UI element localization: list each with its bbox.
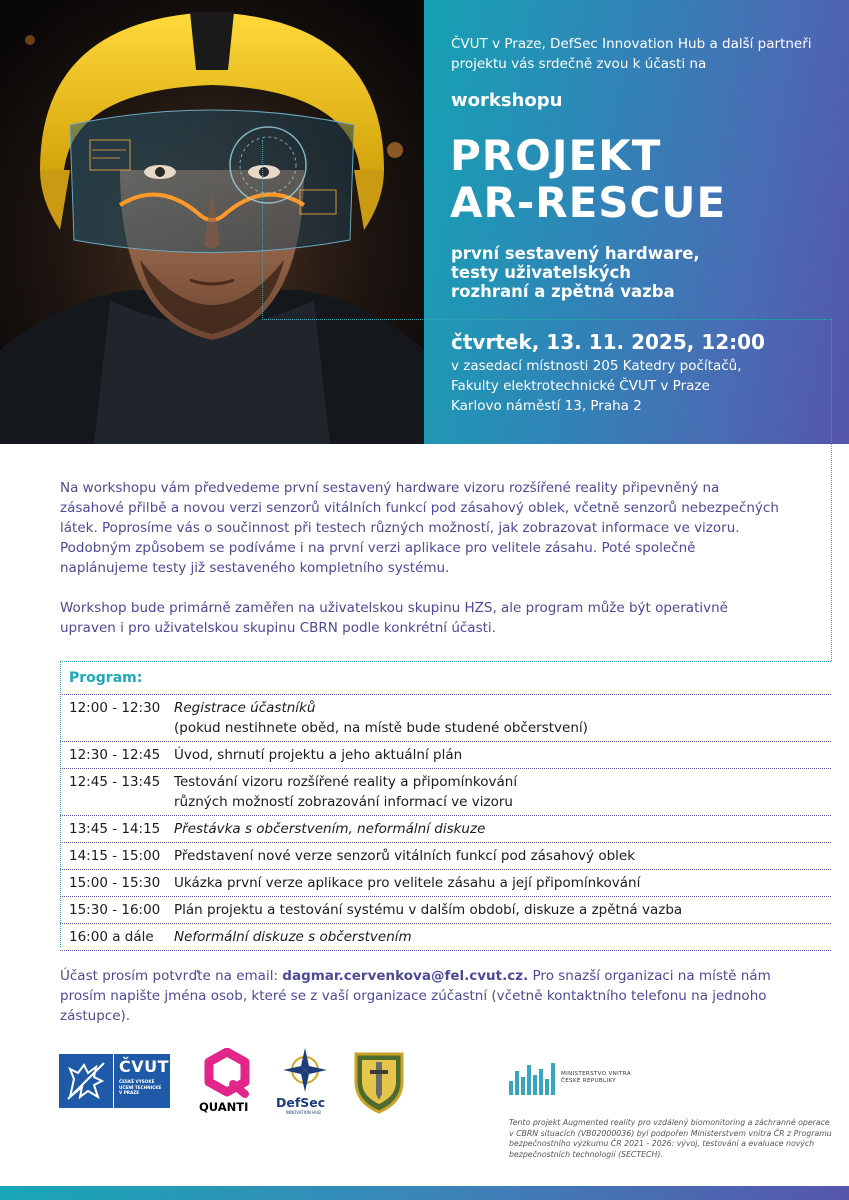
confirmation-text <box>60 966 790 1026</box>
dotted-line-visor <box>262 140 263 320</box>
title-banner <box>424 0 849 444</box>
program-desc-line: Registrace účastníků <box>174 700 316 716</box>
event-place <box>451 356 831 416</box>
dotted-line-hero <box>262 319 831 320</box>
program-desc: Neformální diskuze s občerstvením <box>174 929 412 945</box>
contact-email-link[interactable]: dagmar.cervenkova@fel.cvut.cz. <box>282 968 529 984</box>
program-row <box>60 924 831 951</box>
program-time: 12:00 - 12:30 <box>69 700 161 716</box>
page-title <box>450 132 726 226</box>
program-desc: Přestávka s občerstvením, neformální diskuze <box>174 821 486 837</box>
firefighter-illustration <box>0 0 424 444</box>
program-time: 15:30 - 16:00 <box>69 902 161 918</box>
ministry-line: ČESKÉ REPUBLIKY <box>561 1078 616 1084</box>
program-time: 12:45 - 13:45 <box>69 774 161 790</box>
intro-text <box>60 478 780 658</box>
program-desc <box>174 772 831 812</box>
program-time: 14:15 - 15:00 <box>69 848 161 864</box>
program-time: 15:00 - 15:30 <box>69 875 161 891</box>
dotted-line-program-top <box>60 661 831 662</box>
cvut-subtitle <box>119 1079 169 1096</box>
place-line-1: v zasedací místnosti 205 Katedry počítačů, <box>451 358 742 374</box>
defsec-sublabel: INNOVATION HUB <box>286 1110 321 1115</box>
confirmation-suffix: Pro snazší organizaci na místě nám prosím napište jména osob, které se z vaší organizace zúčastní (včetně kontaktního telefonu na jednoho zástupce). <box>60 968 771 1024</box>
shield-icon <box>352 1048 406 1118</box>
invitation-text: ČVUT v Praze, DefSec Innovation Hub a další partneři projektu vás srdečně zvou k účasti na <box>451 36 812 72</box>
program-table <box>60 694 831 951</box>
ministry-line: MINISTERSTVO VNITRA <box>561 1071 631 1077</box>
program-row <box>60 870 831 897</box>
title-line-2: AR-RESCUE <box>450 178 727 227</box>
place-line-3: Karlovo náměstí 13, Praha 2 <box>451 398 642 414</box>
program-row <box>60 694 831 742</box>
program-desc: Úvod, shrnutí projektu a jeho aktuální plán <box>174 747 463 763</box>
hero-section <box>0 0 849 444</box>
place-line-2: Fakulty elektrotechnické ČVUT v Praze <box>451 378 710 394</box>
program-desc: Ukázka první verze aplikace pro velitele zásahu a její připomínkování <box>174 875 641 891</box>
program-row <box>60 816 831 843</box>
ministry-label <box>561 1071 631 1085</box>
defsec-compass-icon <box>283 1046 327 1098</box>
program-time: 16:00 a dále <box>69 929 154 945</box>
intro-paragraph-1: Na workshopu vám předvedeme první sestavený hardware vizoru rozšířené reality připevněný na zásahové přilbě a novou verzi senzorů vitálních funkcí pod zásahový oblek, včetně senzorů nebezpečných látek. Poprosíme vás o součinnost při testech různých možností, jak zobrazovat informace ve vizoru. Podobným způsobem se podíváme i na první verzi aplikace pro velitele zásahu. Poté společně naplánujeme testy již sestaveného kompletního systému. <box>60 480 779 576</box>
program-time: 13:45 - 14:15 <box>69 821 161 837</box>
subtitle-line-1: první sestavený hardware, <box>451 244 700 263</box>
dotted-line-right <box>831 319 832 661</box>
bottom-color-bar <box>0 1186 849 1200</box>
confirmation-prefix: Účast prosím potvrďte na email: <box>60 968 278 984</box>
program-row <box>60 897 831 924</box>
program-desc-line: (pokud nestihnete oběd, na místě bude studené občerstvení) <box>174 720 588 736</box>
program-time: 12:30 - 12:45 <box>69 747 161 763</box>
cvut-name: ČVUT <box>119 1057 170 1076</box>
program-desc-line: Testování vizoru rozšířené reality a připomínkování <box>174 774 518 790</box>
program-desc: Představení nové verze senzorů vitálních funkcí pod zásahový oblek <box>174 848 636 864</box>
title-line-1: PROJEKT <box>450 131 662 180</box>
firefighter-photo <box>0 0 424 444</box>
quanti-icon <box>203 1048 251 1102</box>
cvut-logo <box>59 1054 170 1108</box>
program-desc <box>174 698 831 738</box>
program-desc: Plán projektu a testování systému v dalším období, diskuze a zpětná vazba <box>174 902 683 918</box>
defsec-label: DefSec <box>276 1095 326 1110</box>
cvut-text <box>114 1054 169 1108</box>
quanti-label: QUANTI <box>199 1100 249 1114</box>
cvut-sub-line: ČESKÉ VYSOKÉ <box>119 1079 155 1084</box>
subtitle-line-3: rozhraní a zpětná vazba <box>451 282 675 301</box>
program-row <box>60 843 831 870</box>
ministry-logo-icon <box>509 1061 557 1103</box>
cvut-sub-line: UČENÍ TECHNICKÉ <box>119 1084 162 1090</box>
program-heading: Program: <box>69 670 143 686</box>
program-row <box>60 742 831 769</box>
subtitle <box>451 244 831 301</box>
program-row <box>60 769 831 816</box>
event-datetime: čtvrtek, 13. 11. 2025, 12:00 <box>451 330 765 354</box>
event-type: workshopu <box>451 90 563 111</box>
lion-icon <box>59 1054 114 1108</box>
funding-footnote: Tento projekt Augmented reality pro vzdálený biomonitoring a záchranné operace v CBRN situacích (VB02000036) byl podpořen Ministerstvem vnitra ČR z Programu bezpečnostního výzkumu ČR 2021 - 2026: vývoj, testování a evaluace nových bezpečnostních technologií (SECTECH). <box>509 1118 832 1159</box>
program-desc-line: různých možností zobrazování informací ve vizoru <box>174 794 513 810</box>
intro-paragraph-2: Workshop bude primárně zaměřen na uživatelskou skupinu HZS, ale program může být operativně upraven i pro uživatelskou skupinu CBRN podle konkrétní účasti. <box>60 600 728 636</box>
cvut-sub-line: V PRAZE <box>119 1090 140 1095</box>
subtitle-line-2: testy uživatelských <box>451 263 631 282</box>
